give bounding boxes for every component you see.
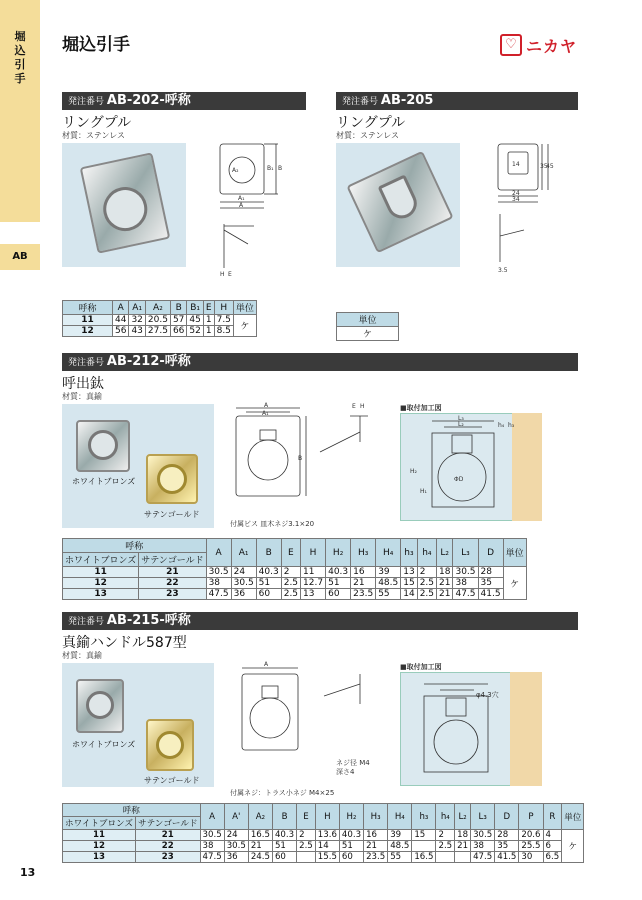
order-code: AB-202-呼称: [106, 93, 191, 108]
product-name: 呼出鈦: [62, 376, 104, 392]
material: 材質：真鍮: [62, 392, 102, 401]
brand-logo: [500, 34, 580, 56]
depth-note: 深さ4: [336, 768, 355, 776]
svg-text:H₁: H₁: [420, 488, 427, 495]
table-row: 11 21 30.5 24 16.5 40.3 2 13.6 40.3 16 39 15 2 18 30.5 28 20.6 4 ケ: [63, 830, 584, 841]
material: 材質：ステンレス: [62, 131, 125, 140]
material: 材質：真鍮: [62, 651, 102, 660]
svg-text:14: 14: [512, 161, 520, 168]
table-row: 12 22 38 30.5 21 51 2.5 14 51 21 48.5 2.5 21 38 35 25.5 6: [63, 841, 584, 852]
svg-text:E: E: [228, 271, 232, 278]
svg-text:h₃: h₃: [508, 422, 515, 429]
ab202-drawing: [214, 140, 304, 280]
svg-text:A: A: [239, 202, 244, 209]
side-index-tab: [0, 0, 40, 222]
order-code: AB-215-呼称: [106, 613, 191, 628]
product-name: リングプル: [62, 115, 132, 131]
product-photo: [336, 143, 460, 267]
drawing-title: ■取付加工図: [400, 663, 442, 671]
svg-text:H: H: [220, 271, 225, 278]
mounting-drawing-lines: [400, 672, 542, 786]
svg-text:E: E: [352, 403, 356, 410]
table-row: 11 21 30.5 24 40.3 2 11 40.3 16 39 13 2 18 30.5 28 ケ: [63, 567, 527, 578]
svg-text:B: B: [278, 165, 283, 172]
svg-text:34: 34: [512, 196, 520, 203]
svg-text:A₁: A₁: [238, 195, 245, 202]
ab212-drawing: [228, 402, 388, 512]
side-tab-label: 堀込引手: [14, 30, 26, 85]
section-bar-ab215: 発注番号 AB-215-呼称: [62, 612, 578, 630]
svg-text:ΦD: ΦD: [454, 476, 464, 483]
section-bar-ab212: 発注番号 AB-212-呼称: [62, 353, 578, 371]
mounting-drawing-lines: [400, 413, 542, 521]
screw-note: 付属ビス 皿木ネジ3.1×20: [230, 520, 315, 528]
spec-table-ab212: 呼称 A A₁ B E H H₂ H₃ H₄ h₃ h₄ L₂ L₃ D 単位 ホワイトブロンズ サテンゴールド 11 21 30.5 24 40.3 2 11 40.3 16 39 13 2 18 30.5 28 ケ 12 22 38 30.5 51 2.5 12.7 51 21 48.5 15 2.5 21 38 35 13 23 47.5 36 60 2.5 13 60 23.5 55 14 2.5 21 47.5 41.5: [62, 538, 527, 600]
svg-text:35: 35: [540, 163, 548, 170]
svg-text:B: B: [298, 455, 303, 462]
svg-text:A: A: [264, 661, 269, 668]
table-row: 12 56 43 27.5 66 52 1 8.5: [63, 326, 257, 337]
order-code: AB-212-呼称: [106, 354, 191, 369]
section-bar-ab205: 発注番号 AB-205: [336, 92, 578, 110]
page-number: 13: [20, 866, 36, 879]
svg-text:L₃: L₃: [458, 415, 464, 422]
svg-text:24: 24: [512, 190, 520, 197]
heart-icon: ♡: [500, 34, 522, 56]
drawing-title: ■取付加工図: [400, 404, 442, 412]
table-row: 13 23 47.5 36 60 2.5 13 60 23.5 55 14 2.5 21 47.5 41.5: [63, 589, 527, 600]
spec-table-ab215: 呼称 A A' A₂ B E H H₂ H₃ H₄ h₃ h₄ L₂ L₃ D P R 単位 ホワイトブロンズ サテンゴールド 11 21 30.5 24 16.5 40.3 2 13.6 40.3 16 39 15 2 18 30.5 28 20.6 4 ケ 12 22 38 30.5 21 51 2.5 14 51 21 48.5 2.5 21 38 35 25.5 6 13 23 47.5 36 24.5 60 15.5 60 23.5 55 16.5 47.5 41.5 30 6.5: [62, 803, 584, 863]
svg-text:h₄: h₄: [498, 422, 505, 429]
screw-size-note: ネジ径 M4: [336, 759, 370, 767]
product-name: リングプル: [336, 115, 406, 131]
order-code: AB-205: [380, 93, 434, 108]
svg-text:A: A: [264, 402, 269, 409]
ab205-drawing: [490, 140, 570, 280]
svg-text:A₂: A₂: [232, 167, 239, 174]
side-code-tab: AB: [0, 244, 40, 270]
svg-text:3.5: 3.5: [498, 267, 508, 274]
product-photo: ホワイトブロンズ サテンゴールド: [62, 404, 214, 528]
section-bar-ab202: 発注番号 AB-202-呼称: [62, 92, 306, 110]
product-name: 真鍮ハンドル587型: [62, 635, 187, 651]
hole-note: φ4.3穴: [476, 691, 499, 699]
svg-text:45: 45: [546, 163, 554, 170]
product-photo: [62, 143, 186, 267]
screw-note: 付属ネジ：トラス小ネジ M4×25: [230, 789, 335, 797]
spec-table-ab202: 呼称 A A₁ A₂ B B₁ E H 単位 11 44 32 20.5 57 45 1 7.5 ケ 12 56 43 27.5 66 52 1 8.5: [62, 300, 257, 337]
page-title: 堀込引手: [62, 35, 130, 55]
ab215-drawing: [228, 660, 388, 770]
table-row: 13 23 47.5 36 24.5 60 15.5 60 23.5 55 16.5 47.5 41.5 30 6.5: [63, 852, 584, 863]
svg-text:B₁: B₁: [267, 165, 274, 172]
material: 材質：ステンレス: [336, 131, 399, 140]
spec-table-ab205: 単位 ケ: [336, 312, 399, 341]
svg-text:H: H: [360, 403, 365, 410]
svg-text:L₂: L₂: [458, 421, 464, 428]
table-row: 12 22 38 30.5 51 2.5 12.7 51 21 48.5 15 2.5 21 38 35: [63, 578, 527, 589]
svg-text:A₁: A₁: [262, 410, 269, 417]
svg-text:H₂: H₂: [410, 468, 417, 475]
table-row: 11 44 32 20.5 57 45 1 7.5 ケ: [63, 315, 257, 326]
product-photo: ホワイトブロンズ サテンゴールド: [62, 663, 214, 787]
logo-text: ニカヤ: [526, 37, 578, 56]
